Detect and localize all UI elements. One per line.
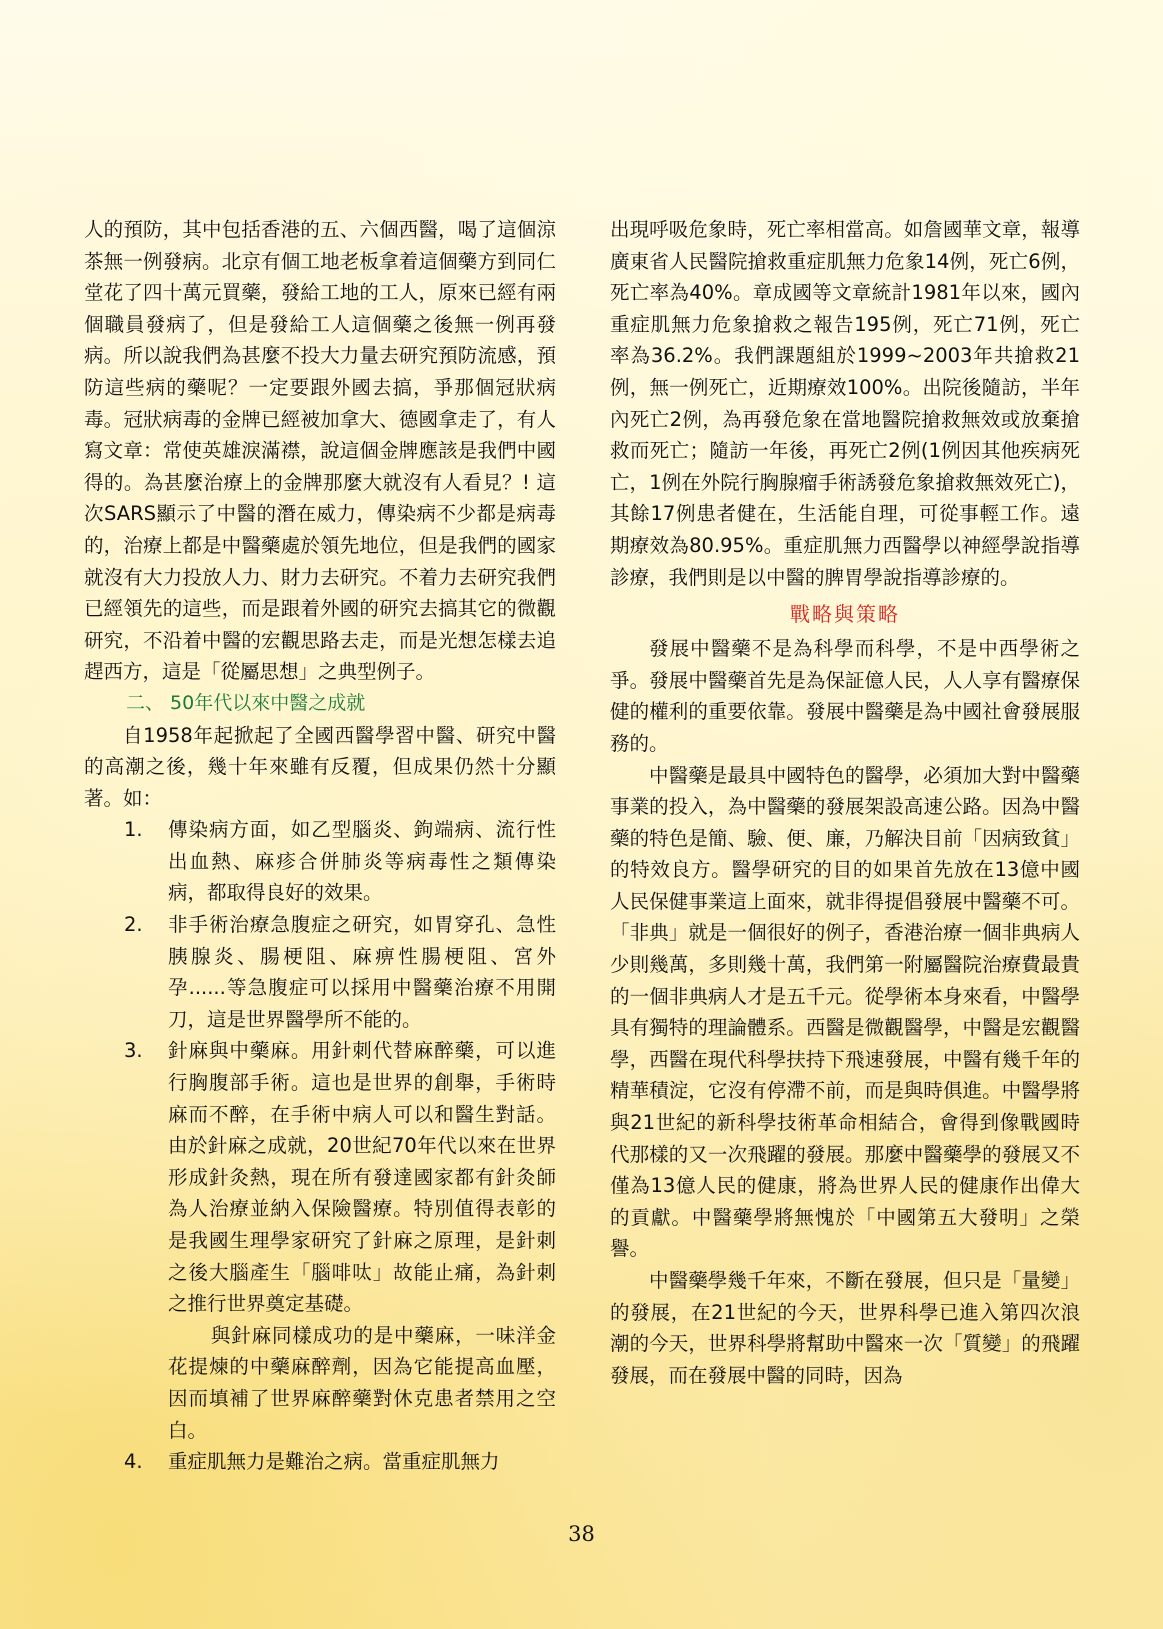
list-item-number: 3. (124, 1039, 143, 1063)
list-item (84, 909, 556, 1035)
right-paragraph-4: 中醫藥學幾千年來，不斷在發展，但只是「量變」的發展，在21世紀的今天，世界科學已進入第四次浪潮的今天，世界科學將幫助中醫來一次「質變」的飛躍發展，而在發展中醫的同時，因為 (610, 1269, 1080, 1387)
left-column (84, 214, 556, 1478)
list-item-text: 非手術治療急腹症之研究，如胃穿孔、急性胰腺炎、腸梗阻、麻痹性腸梗阻、宮外孕......等急腹症可以採用中醫藥治療不用開刀，這是世界醫學所不能的。 (168, 913, 556, 1031)
list-item-text: 傳染病方面，如乙型腦炎、鉤端病、流行性出血熱、麻疹合併肺炎等病毒性之類傳染病，都取得良好的效果。 (168, 818, 556, 905)
left-paragraph-1: 人的預防，其中包括香港的五、六個西醫，喝了這個涼茶無一例發病。北京有個工地老板拿着這個藥方到同仁堂花了四十萬元買藥，發給工地的工人，原來已經有兩個職員發病了，但是發給工人這個藥之後無一例再發病。所以說我們為甚麼不投大力量去研究預防流感，預防這些病的藥呢？一定要跟外國去搞，爭那個冠狀病毒。冠狀病毒的金牌已經被加拿大、德國拿走了，有人寫文章：常使英雄淚滿襟，說這個金牌應該是我們中國得的。為甚麼治療上的金牌那麼大就沒有人看見？! 這次SARS顯示了中醫的潛在威力，傳染病不少都是病毒的，治療上都是中醫藥處於領先地位，但是我們的國家就沒有大力投放人力、財力去研究。不着力去研究我們已經領先的這些，而是跟着外國的研究去搞其它的微觀研究，不沿着中醫的宏觀思路去走，而是光想怎樣去追趕西方，這是「從屬思想」之典型例子。 (84, 218, 556, 684)
list-item-3-subparagraph: 與針麻同樣成功的是中藥麻，一味洋金花提煉的中藥麻醉劑，因為它能提高血壓，因而填補了世界麻醉藥對休克患者禁用之空白。 (168, 1323, 556, 1442)
list-item-number: 4. (124, 1450, 143, 1474)
section-title-strategy: 戰略與策略 (790, 602, 900, 627)
list-item (84, 814, 556, 909)
right-paragraph-2: 發展中醫藥不是為科學而科學，不是中西學術之爭。發展中醫藥首先是為保証億人民，人人享有醫療保健的權利的重要依靠。發展中醫藥是為中國社會發展服務的。 (610, 637, 1080, 755)
right-column (610, 214, 1080, 1391)
page-number: 38 (568, 1522, 595, 1546)
list-item-number: 2. (124, 913, 143, 937)
section-heading-achievements: 二、 50年代以來中醫之成就 (126, 691, 366, 714)
list-item (84, 1035, 556, 1319)
list-item-text: 重症肌無力是難治之病。當重症肌無力 (168, 1450, 500, 1474)
achievement-list-continued (84, 1446, 556, 1478)
achievement-list (84, 814, 556, 1320)
left-paragraph-2: 自1958年起掀起了全國西醫學習中醫、研究中醫的高潮之後，幾十年來雖有反覆，但成果仍然十分顯著。如： (84, 723, 556, 810)
list-item (84, 1446, 556, 1478)
right-paragraph-1: 出現呼吸危象時，死亡率相當高。如詹國華文章，報導廣東省人民醫院搶救重症肌無力危象14例，死亡6例，死亡率為40%。章成國等文章統計1981年以來，國內重症肌無力危象搶救之報告195例，死亡71例，死亡率為36.2%。我們課題組於1999~2003年共搶救21例，無一例死亡，近期療效100%。出院後隨訪，半年內死亡2例，為再發危象在當地醫院搶救無效或放棄搶救而死亡；隨訪一年後，再死亡2例(1例因其他疾病死亡，1例在外院行胸腺瘤手術誘發危象搶救無效死亡)，其餘17例患者健在，生活能自理，可從事輕工作。遠期療效為80.95%。重症肌無力西醫學以神經學說指導診療，我們則是以中醫的脾胃學說指導診療的。 (610, 218, 1080, 589)
list-item-number: 1. (124, 818, 143, 842)
right-paragraph-3: 中醫藥是最具中國特色的醫學，必須加大對中醫藥事業的投入，為中醫藥的發展架設高速公路。因為中醫藥的特色是簡、驗、便、廉，乃解決目前「因病致貧」的特效良方。醫學研究的目的如果首先放在13億中國人民保健事業這上面來，就非得提倡發展中醫藥不可。「非典」就是一個很好的例子，香港治療一個非典病人少則幾萬，多則幾十萬，我們第一附屬醫院治療費最貴的一個非典病人才是五千元。從學術本身來看，中醫學具有獨特的理論體系。西醫是微觀醫學，中醫是宏觀醫學，西醫在現代科學扶持下飛速發展，中醫有幾千年的精華積淀，它沒有停滯不前，而是與時俱進。中醫學將與21世紀的新科學技術革命相結合，會得到像戰國時代那樣的又一次飛躍的發展。那麼中醫藥學的發展又不僅為13億人民的健康，將為世界人民的健康作出偉大的貢獻。中醫藥學將無愧於「中國第五大發明」之榮譽。 (610, 763, 1080, 1261)
list-item-text: 針麻與中藥麻。用針刺代替麻醉藥，可以進行胸腹部手術。這也是世界的創舉，手術時麻而不醉，在手術中病人可以和醫生對話。由於針麻之成就，20世紀70年代以來在世界形成針灸熱，現在所有發達國家都有針灸師為人治療並納入保險醫療。特別值得表彰的是我國生理學家研究了針麻之原理，是針刺之後大腦產生「腦啡呔」故能止痛，為針刺之推行世界奠定基礎。 (168, 1039, 556, 1316)
